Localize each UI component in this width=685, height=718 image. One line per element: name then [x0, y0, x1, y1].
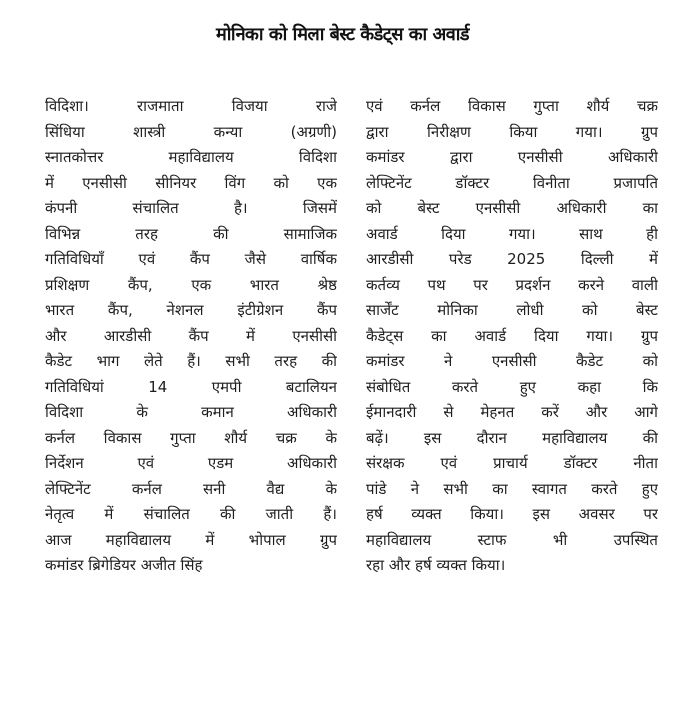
article-line: सार्जेंट मोनिका लोधी को बेस्ट: [366, 301, 658, 319]
article-line: पांडे ने सभी का स्वागत करते हुए: [366, 479, 658, 498]
article-line: नेतृत्व में संचालित की जाती हैं।: [45, 505, 337, 523]
article-line: रहा और हर्ष व्यक्त किया।: [366, 556, 506, 574]
article-line: कैडेट्स का अवार्ड दिया गया। ग्रुप: [366, 326, 658, 345]
article-line: प्रशिक्षण कैंप, एक भारत श्रेष्ठ: [45, 275, 337, 294]
article-line: कंपनी संचालित है। जिसमें: [45, 199, 337, 217]
article-line: विदिशा के कमान अधिकारी: [45, 403, 337, 421]
article-line: हर्ष व्यक्त किया। इस अवसर पर: [366, 505, 658, 523]
article-column-right: [366, 94, 658, 704]
article-line: को बेस्ट एनसीसी अधिकारी का: [366, 199, 658, 217]
article-line: स्नातकोत्तर महाविद्यालय विदिशा: [45, 148, 337, 166]
article-line: सिंधिया शास्त्री कन्या (अग्रणी): [45, 122, 337, 141]
article-line: लेफ्टिनेंट कर्नल सनी वैद्य के: [45, 479, 337, 498]
article-line: में एनसीसी सीनियर विंग को एक: [45, 173, 337, 192]
article-line: भारत कैंप, नेशनल इंटीग्रेशन कैंप: [45, 301, 337, 319]
article-line: कर्नल विकास गुप्ता शौर्य चक्र के: [45, 428, 337, 447]
article-line: संरक्षक एवं प्राचार्य डॉक्टर नीता: [366, 454, 658, 472]
article-line: आज महाविद्यालय में भोपाल ग्रुप: [45, 530, 337, 549]
article-line: कमांडर द्वारा एनसीसी अधिकारी: [366, 148, 658, 166]
article-line: विभिन्न तरह की सामाजिक: [45, 224, 337, 243]
article-line: संबोधित करते हुए कहा कि: [366, 377, 658, 396]
headline: मोनिका को मिला बेस्ट कैडेट्स का अवार्ड: [215, 24, 470, 45]
article-line: लेफ्टिनेंट डॉक्टर विनीता प्रजापति: [366, 173, 658, 192]
article-line: ईमानदारी से मेहनत करें और आगे: [366, 403, 658, 421]
article-line: अवार्ड दिया गया। साथ ही: [366, 224, 658, 243]
article-line: विदिशा। राजमाता विजया राजे: [45, 97, 337, 115]
article-line: बढ़ें। इस दौरान महाविद्यालय की: [366, 428, 658, 447]
article-line: कैडेट भाग लेते हैं। सभी तरह की: [45, 352, 337, 370]
article-line: और आरडीसी कैंप में एनसीसी: [45, 326, 337, 345]
article-line: आरडीसी परेड 2025 दिल्ली में: [366, 250, 658, 268]
article-line: महाविद्यालय स्टाफ भी उपस्थित: [366, 530, 658, 549]
article-line: कमांडर ने एनसीसी कैडेट को: [366, 352, 658, 370]
article-line: द्वारा निरीक्षण किया गया। ग्रुप: [366, 122, 658, 141]
article-column-left: [45, 94, 337, 704]
article-line: निर्देशन एवं एडम अधिकारी: [45, 454, 337, 472]
article-line: एवं कर्नल विकास गुप्ता शौर्य चक्र: [366, 97, 658, 115]
article-line: कमांडर ब्रिगेडियर अजीत सिंह: [45, 556, 203, 574]
article-line: गतिविधियां 14 एमपी बटालियन: [45, 377, 337, 396]
article-line: कर्तव्य पथ पर प्रदर्शन करने वाली: [366, 275, 658, 294]
article-line: गतिविधियाँ एवं कैंप जैसे वार्षिक: [45, 250, 337, 268]
